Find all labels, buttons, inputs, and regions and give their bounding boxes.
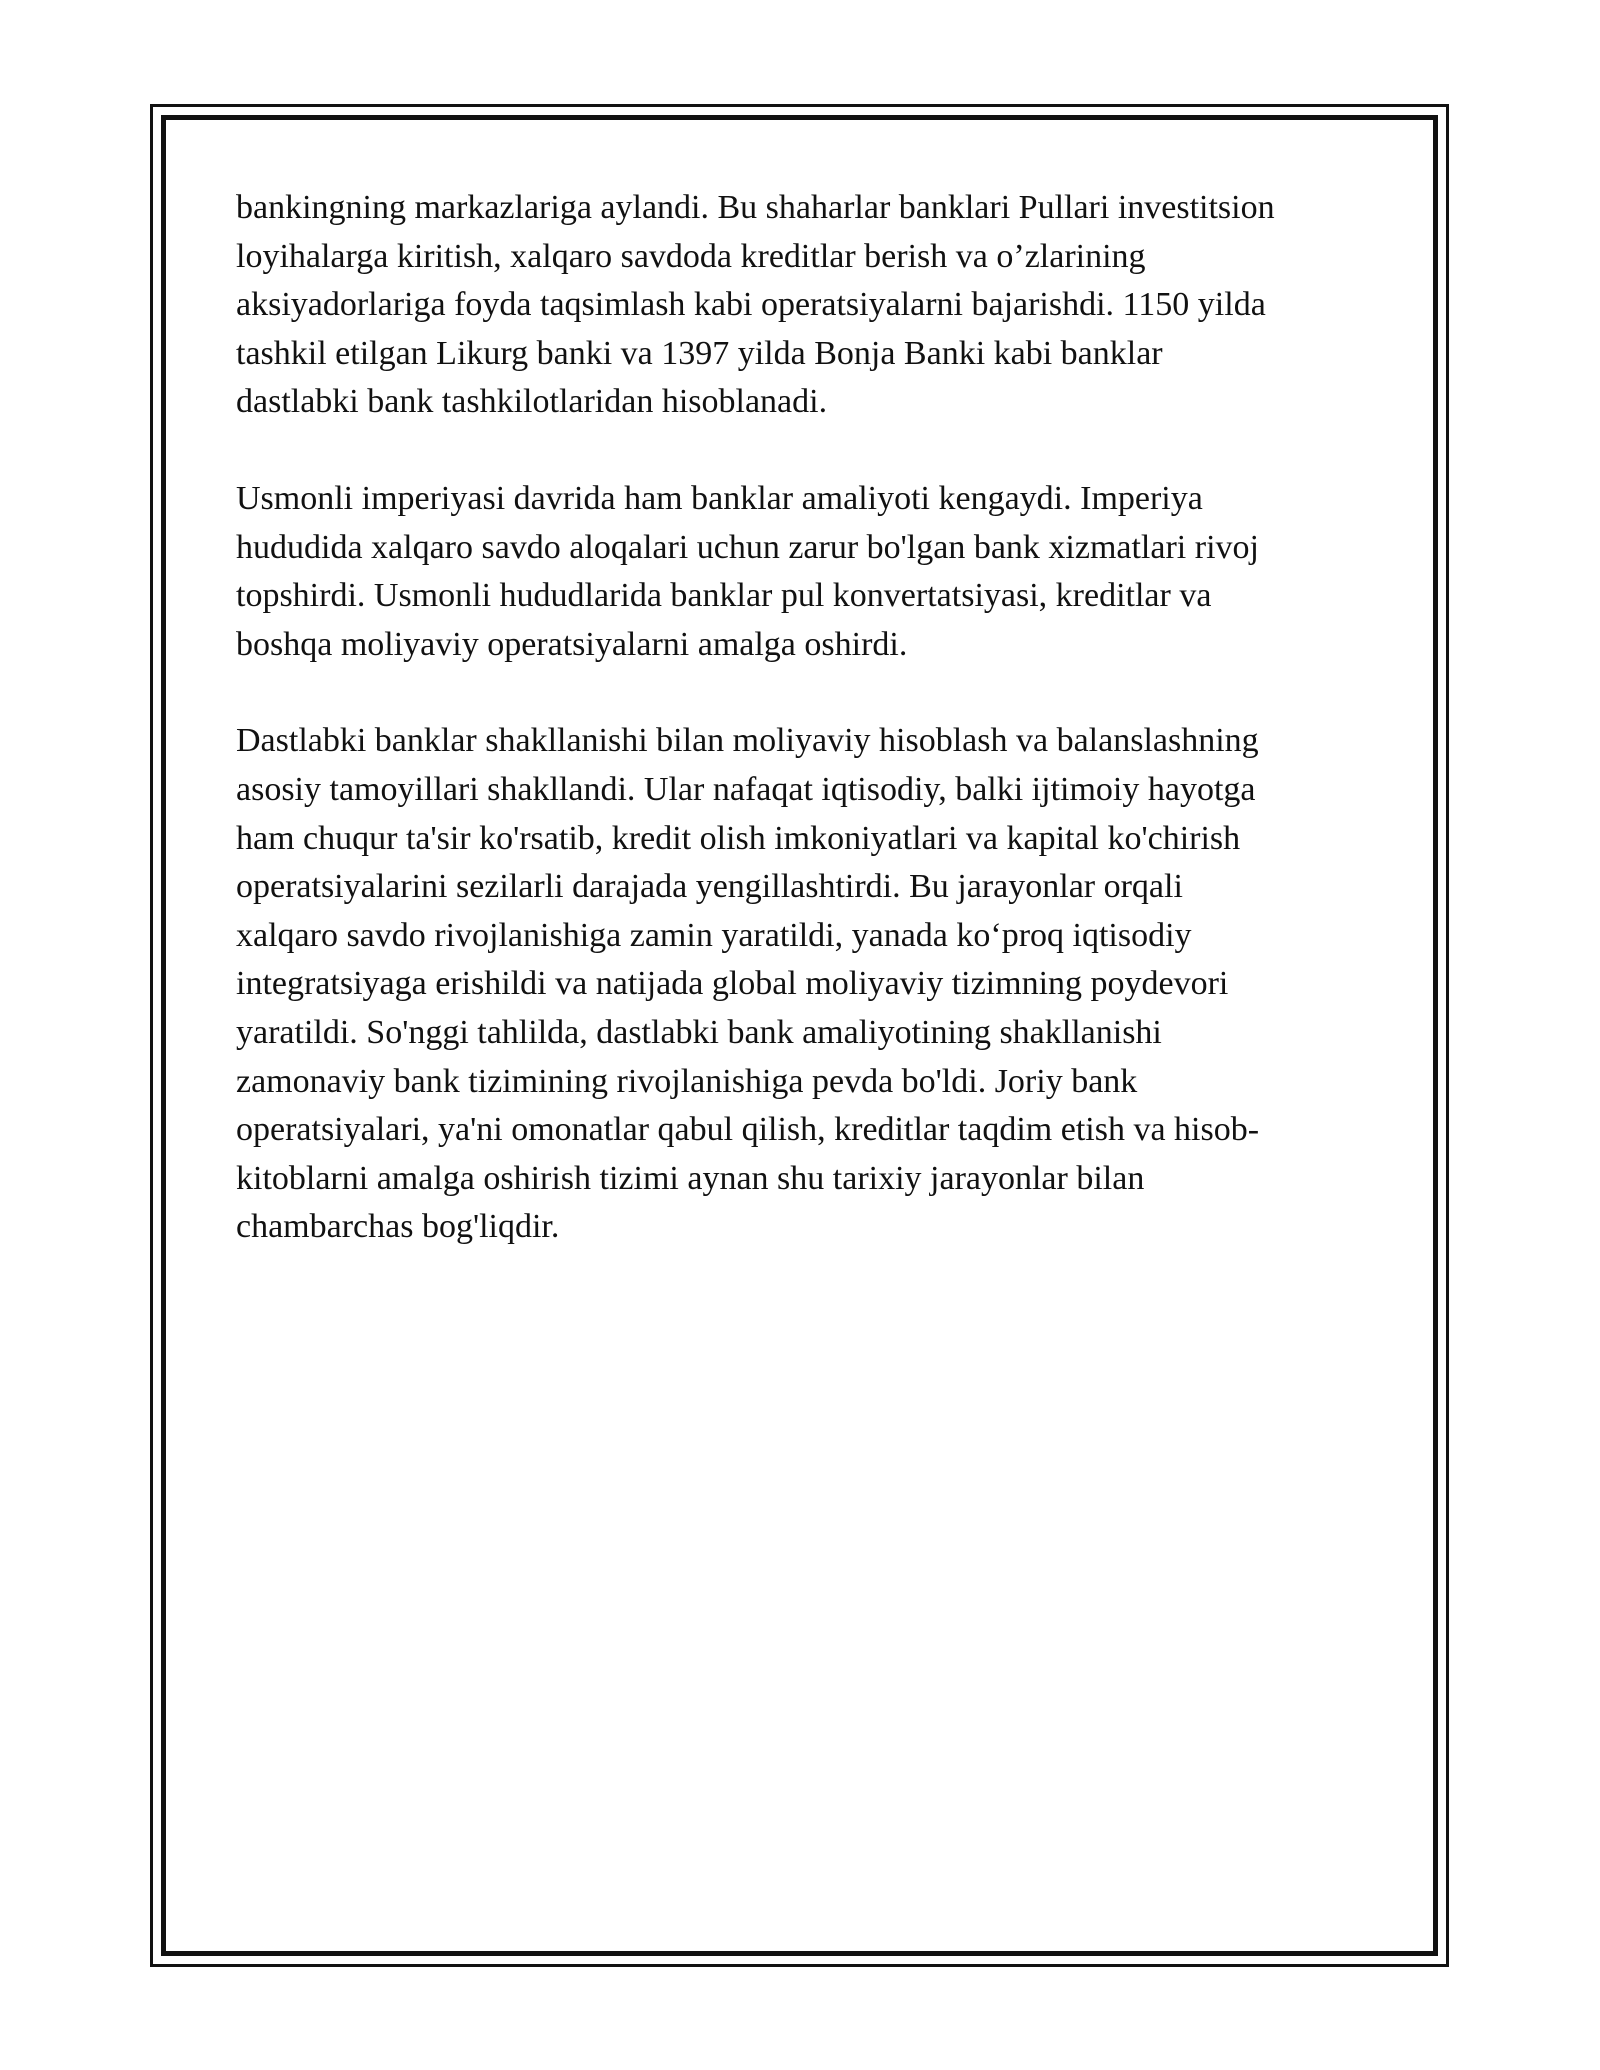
text-line: ham chuqur ta'sir ko'rsatib, kredit olish imkoniyatlari va kapital ko'chirish <box>236 819 1241 857</box>
text-line: integratsiyaga erishildi va natijada global moliyaviy tizimning poydevori <box>236 965 1229 1003</box>
text-line: Usmonli imperiyasi davrida ham banklar amaliyoti kengaydi. Imperiya <box>236 479 1203 517</box>
text-line: yaratildi. So'nggi tahlilda, dastlabki bank amaliyotining shakllanishi <box>236 1013 1162 1051</box>
paragraph-1 <box>236 184 1366 427</box>
text-line: kitoblarni amalga oshirish tizimi aynan shu tarixiy jarayonlar bilan <box>236 1159 1145 1197</box>
document-body <box>236 184 1366 1300</box>
paragraph-3 <box>236 717 1366 1252</box>
text-line: loyihalarga kiritish, xalqaro savdoda kreditlar berish va o’zlarining <box>236 237 1146 275</box>
text-line: operatsiyalari, ya'ni omonatlar qabul qilish, kreditlar taqdim etish va hisob- <box>236 1111 1260 1149</box>
text-line: bankingning markazlariga aylandi. Bu shaharlar banklari Pullari investitsion <box>236 189 1275 226</box>
text-line: hududida xalqaro savdo aloqalari uchun zarur bo'lgan bank xizmatlari rivoj <box>236 528 1259 566</box>
text-line: chambarchas bog'liqdir. <box>236 1208 560 1246</box>
text-line: operatsiyalarini sezilarli darajada yengillashtirdi. Bu jarayonlar orqali <box>236 868 1183 906</box>
text-line: tashkil etilgan Likurg banki va 1397 yilda Bonja Banki kabi banklar <box>236 334 1163 372</box>
text-line: Dastlabki banklar shakllanishi bilan moliyaviy hisoblash va balanslashning <box>236 722 1259 760</box>
text-line: zamonaviy bank tizimining rivojlanishiga pevda bo'ldi. Joriy bank <box>236 1062 1138 1100</box>
text-line: asosiy tamoyillari shakllandi. Ular nafaqat iqtisodiy, balki ijtimoiy hayotga <box>236 770 1256 808</box>
text-line: boshqa moliyaviy operatsiyalarni amalga oshirdi. <box>236 625 908 663</box>
text-line: dastlabki bank tashkilotlaridan hisoblanadi. <box>236 383 828 421</box>
paragraph-2 <box>236 475 1366 669</box>
text-line: topshirdi. Usmonli hududlarida banklar pul konvertatsiyasi, kreditlar va <box>236 577 1212 615</box>
text-line: xalqaro savdo rivojlanishiga zamin yaratildi, yanada ko‘proq iqtisodiy <box>236 916 1192 954</box>
text-line: aksiyadorlariga foyda taqsimlash kabi operatsiyalarni bajarishdi. 1150 yilda <box>236 286 1266 324</box>
